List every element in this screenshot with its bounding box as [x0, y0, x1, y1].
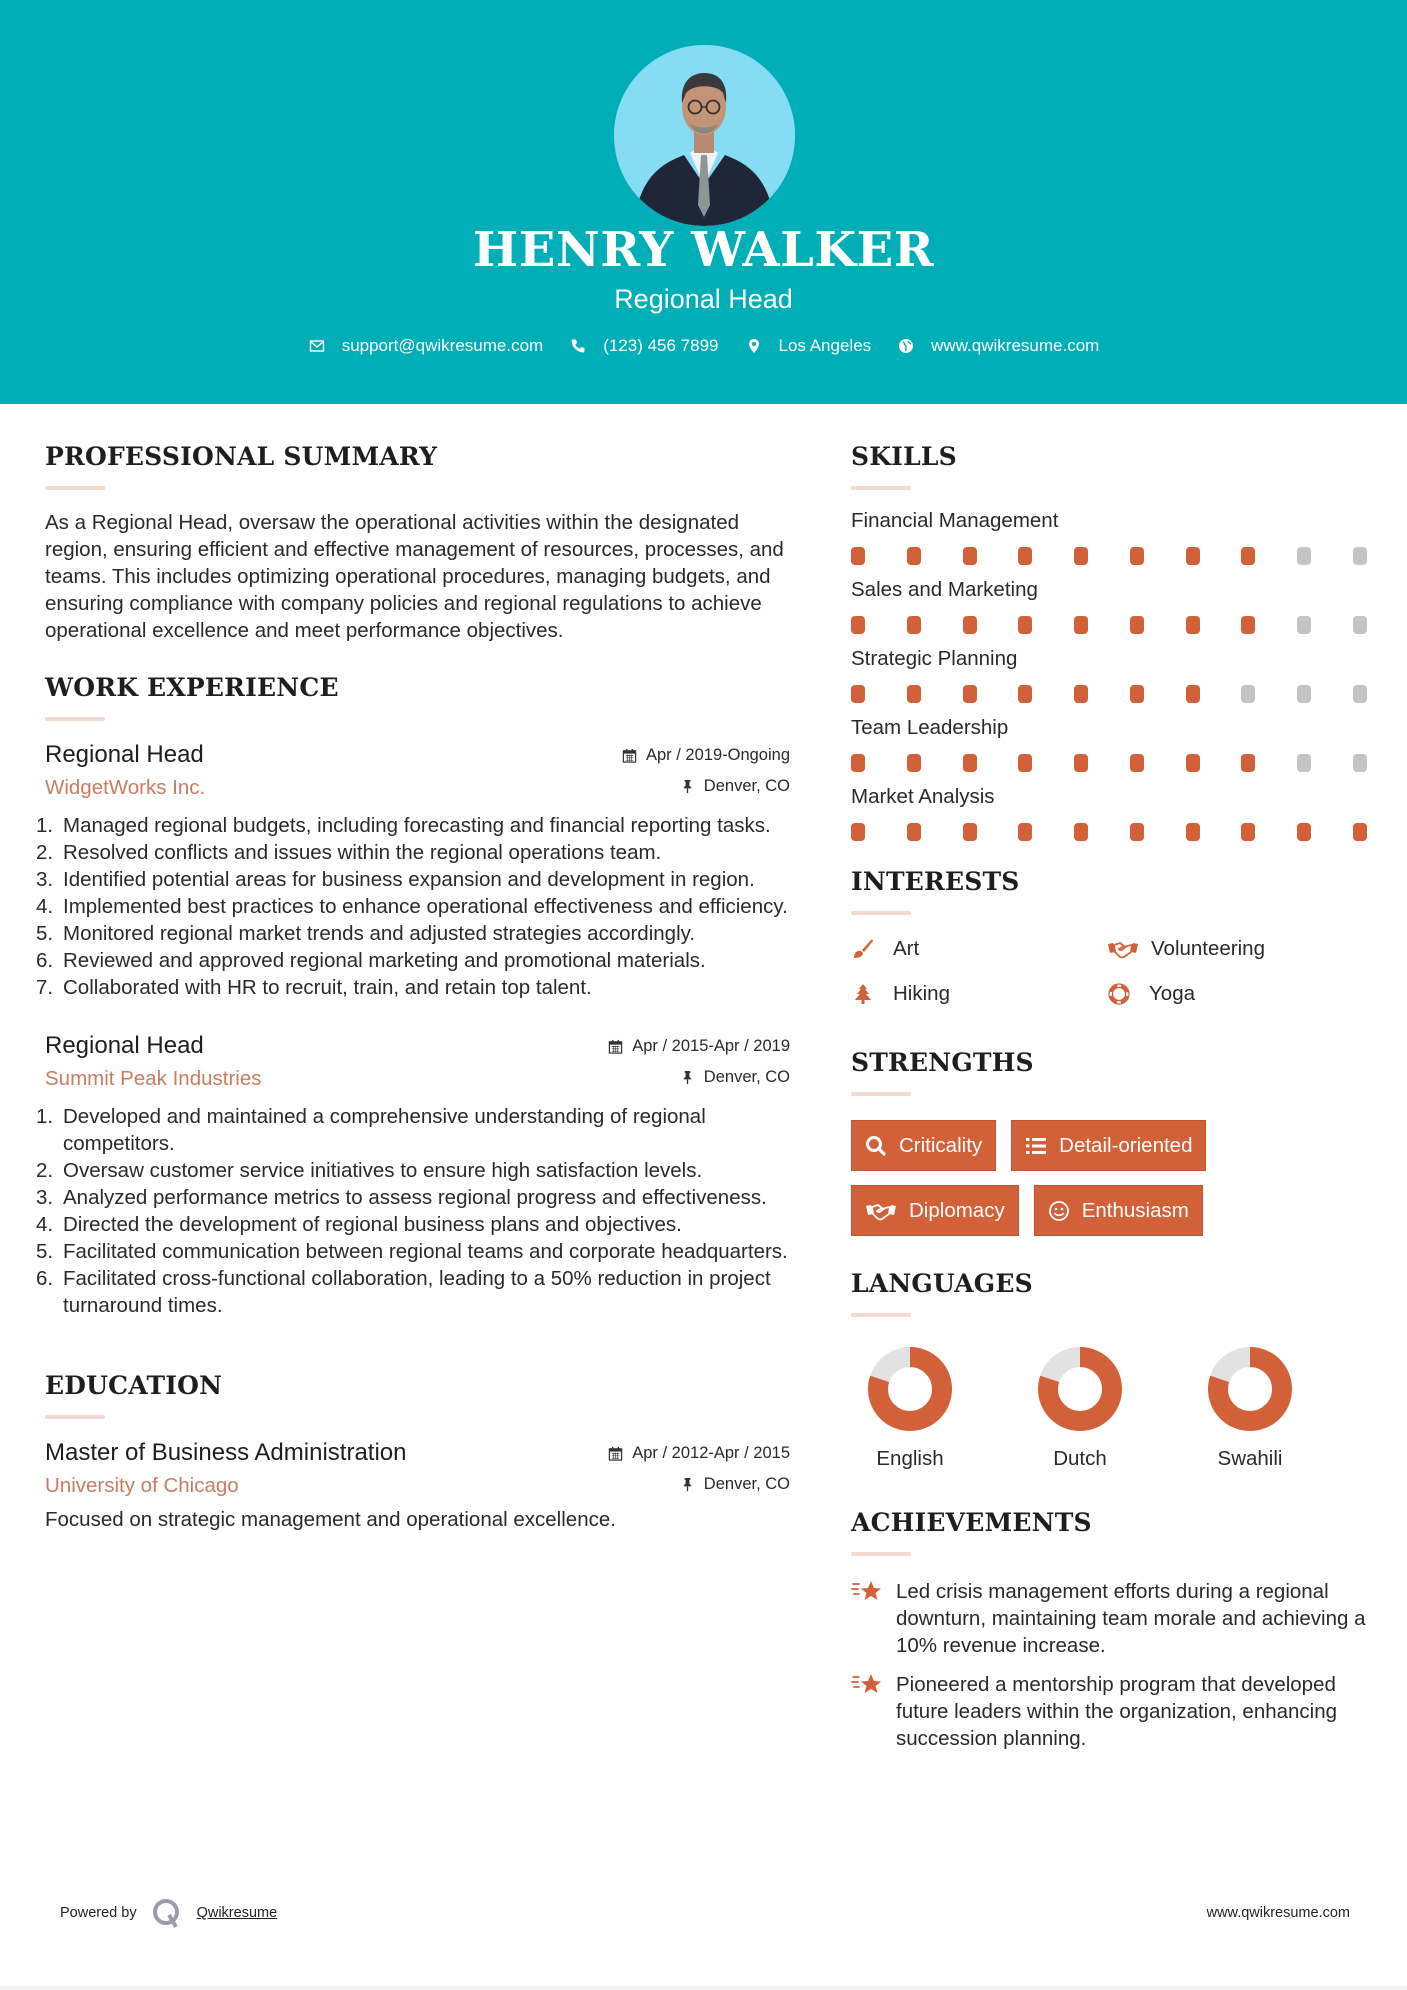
education-meta	[608, 1438, 790, 1500]
section-divider	[45, 717, 105, 721]
achievement-text: Led crisis management efforts during a regional downturn, maintaining team morale and achieving a 10% revenue increase.	[896, 1580, 1366, 1657]
language-item	[851, 1347, 1021, 1471]
candidate-role: Regional Head	[614, 284, 793, 314]
rating-dot-filled	[907, 754, 921, 772]
section-title: STRENGTHS	[851, 1048, 1034, 1077]
section-title: SKILLS	[851, 442, 957, 471]
job-company: Summit Peak Industries	[45, 1067, 262, 1090]
section-title: EDUCATION	[45, 1371, 223, 1400]
education-dates: Apr / 2012-Apr / 2015	[632, 1444, 790, 1462]
rating-dot-empty	[1297, 616, 1311, 634]
rating-dot-filled	[1130, 616, 1144, 634]
skill-rating	[851, 754, 1367, 772]
candidate-name: HENRY WALKER	[472, 222, 935, 278]
bullet-item: 3. Identified potential areas for business expansion and development in region.	[36, 868, 755, 891]
rating-dot-filled	[851, 616, 865, 634]
achievement-text: Pioneered a mentorship program that developed future leaders within the organization, enhancing succession planning.	[896, 1673, 1338, 1750]
rating-dot-filled	[851, 823, 865, 841]
job-title: Regional Head	[45, 741, 204, 768]
section-divider	[45, 486, 105, 490]
search-icon	[865, 1135, 887, 1157]
skill-rating	[851, 616, 1367, 634]
rating-dot-filled	[1241, 754, 1255, 772]
achievement-item	[851, 1578, 1371, 1659]
section-divider	[851, 1313, 911, 1317]
paint-brush-icon	[851, 937, 875, 961]
school: University of Chicago	[45, 1474, 239, 1497]
rating-dot-filled	[1074, 754, 1088, 772]
contact-email-text: support@qwikresume.com	[341, 336, 544, 355]
interest-item	[1107, 933, 1363, 965]
interest-label: Volunteering	[1151, 937, 1265, 960]
section-divider	[851, 486, 911, 490]
rating-dot-filled	[1074, 685, 1088, 703]
job-entry	[36, 1031, 790, 1319]
skill-label: Market Analysis	[851, 785, 995, 808]
rating-dot-filled	[1241, 823, 1255, 841]
strength-badge	[1034, 1185, 1203, 1236]
strength-label: Enthusiasm	[1081, 1198, 1189, 1222]
contact-website[interactable]	[897, 336, 1099, 356]
bullet-item: 7. Collaborated with HR to recruit, train, and retain top talent.	[36, 976, 592, 999]
pushpin-icon	[680, 1070, 696, 1086]
rating-dot-filled	[1130, 823, 1144, 841]
interests-grid	[851, 933, 1371, 1010]
smile-icon	[1048, 1200, 1070, 1222]
rating-dot-filled	[1186, 823, 1200, 841]
education-description: Focused on strategic management and operational excellence.	[45, 1508, 616, 1531]
bullet-item: 6. Reviewed and approved regional marketing and promotional materials.	[36, 949, 706, 972]
bullet-item: 4. Implemented best practices to enhance operational effectiveness and efficiency.	[36, 895, 788, 918]
rating-dot-filled	[907, 823, 921, 841]
job-location: Denver, CO	[703, 1068, 790, 1086]
bullet-item: 1. Managed regional budgets, including forecasting and financial reporting tasks.	[36, 814, 771, 837]
qwikresume-link[interactable]: Qwikresume	[196, 1905, 278, 1921]
rating-dot-filled	[1018, 823, 1032, 841]
experience-section	[36, 671, 790, 1319]
contact-row	[0, 336, 1407, 356]
bullet-item: 3. Analyzed performance metrics to assess regional progress and effectiveness.	[36, 1186, 767, 1209]
job-dates: Apr / 2015-Apr / 2019	[632, 1037, 790, 1055]
rating-dot-empty	[1297, 547, 1311, 565]
bullet-item: 5. Facilitated communication between regional teams and corporate headquarters.	[36, 1240, 788, 1263]
interest-item	[851, 978, 1107, 1010]
left-column	[36, 440, 790, 1533]
strength-badge	[851, 1120, 996, 1171]
handshake-icon	[1107, 937, 1139, 961]
bullet-item: 4. Directed the development of regional business plans and objectives.	[36, 1213, 682, 1236]
bullet-item: 2. Resolved conflicts and issues within the regional operations team.	[36, 841, 662, 864]
list-icon	[1025, 1135, 1047, 1157]
job-bullets	[36, 1103, 790, 1319]
section-divider	[851, 911, 911, 915]
rating-dot-empty	[1353, 616, 1367, 634]
map-marker-icon	[745, 337, 763, 355]
interests-section	[851, 865, 1371, 1010]
powered-by-label: Powered by	[60, 1905, 137, 1921]
language-proficiency-donut	[1038, 1347, 1122, 1431]
footer-powered-by	[60, 1897, 277, 1929]
life-ring-icon	[1107, 982, 1131, 1006]
rating-dot-filled	[1130, 754, 1144, 772]
job-meta	[622, 740, 790, 802]
rating-dot-filled	[1130, 547, 1144, 565]
rating-dot-filled	[1241, 616, 1255, 634]
strengths-list	[851, 1120, 1311, 1236]
rating-dot-filled	[1018, 685, 1032, 703]
section-divider	[851, 1552, 911, 1556]
calendar-icon	[608, 1039, 624, 1055]
achievement-item	[851, 1671, 1371, 1752]
strength-label: Criticality	[899, 1133, 983, 1157]
rating-dot-empty	[1241, 685, 1255, 703]
degree: Master of Business Administration	[45, 1439, 407, 1466]
footer-website-link[interactable]: www.qwikresume.com	[1206, 1905, 1350, 1921]
strength-label: Detail-oriented	[1059, 1133, 1193, 1157]
languages-section	[851, 1267, 1371, 1471]
pushpin-icon	[680, 779, 696, 795]
rating-dot-filled	[1074, 616, 1088, 634]
rating-dot-filled	[1130, 685, 1144, 703]
skill-item	[851, 783, 1371, 841]
contact-website-text: www.qwikresume.com	[931, 336, 1100, 355]
achievements-section	[851, 1506, 1371, 1752]
job-location: Denver, CO	[703, 777, 790, 795]
rating-dot-filled	[963, 823, 977, 841]
skill-item	[851, 714, 1371, 772]
language-label: English	[876, 1447, 944, 1470]
calendar-icon	[622, 748, 638, 764]
rating-dot-filled	[851, 754, 865, 772]
calendar-icon	[608, 1446, 624, 1462]
language-proficiency-donut	[868, 1347, 952, 1431]
section-title: WORK EXPERIENCE	[45, 673, 339, 702]
rating-dot-empty	[1353, 547, 1367, 565]
skill-rating	[851, 823, 1367, 841]
bullet-item: 6. Facilitated cross-functional collaboration, leading to a 50% reduction in project turnaround times.	[36, 1267, 771, 1317]
rating-dot-filled	[1241, 547, 1255, 565]
section-title: ACHIEVEMENTS	[851, 1508, 1092, 1537]
education-location: Denver, CO	[703, 1475, 790, 1493]
interest-item	[851, 933, 1107, 965]
section-title: INTERESTS	[851, 867, 1020, 896]
rating-dot-empty	[1353, 685, 1367, 703]
strength-label: Diplomacy	[909, 1198, 1005, 1222]
languages-list	[851, 1347, 1371, 1471]
contact-phone[interactable]	[569, 336, 718, 356]
education-section	[45, 1369, 790, 1533]
envelope-icon	[308, 337, 326, 355]
rating-dot-filled	[1018, 547, 1032, 565]
pushpin-icon	[680, 1477, 696, 1493]
globe-icon	[897, 337, 915, 355]
rating-dot-filled	[1018, 616, 1032, 634]
shooting-star-icon	[851, 1578, 883, 1606]
job-dates: Apr / 2019-Ongoing	[645, 746, 790, 764]
rating-dot-filled	[963, 685, 977, 703]
contact-phone-text: (123) 456 7899	[603, 336, 719, 355]
skill-label: Team Leadership	[851, 716, 1009, 739]
skill-rating	[851, 685, 1367, 703]
skill-label: Sales and Marketing	[851, 578, 1038, 601]
education-entry	[45, 1438, 790, 1533]
rating-dot-filled	[851, 547, 865, 565]
rating-dot-empty	[1297, 754, 1311, 772]
job-company: WidgetWorks Inc.	[45, 776, 206, 799]
rating-dot-filled	[907, 616, 921, 634]
rating-dot-filled	[851, 685, 865, 703]
language-proficiency-donut	[1208, 1347, 1292, 1431]
rating-dot-filled	[907, 547, 921, 565]
resume-header	[0, 0, 1407, 404]
rating-dot-filled	[907, 685, 921, 703]
rating-dot-filled	[1074, 823, 1088, 841]
contact-location	[745, 336, 872, 356]
strength-badge	[1011, 1120, 1206, 1171]
interest-label: Hiking	[893, 982, 950, 1005]
phone-icon	[569, 337, 587, 355]
rating-dot-filled	[1186, 547, 1200, 565]
section-title: PROFESSIONAL SUMMARY	[45, 442, 438, 471]
skill-rating	[851, 547, 1367, 565]
bullet-item: 5. Monitored regional market trends and adjusted strategies accordingly.	[36, 922, 696, 945]
bullet-item: 1. Developed and maintained a comprehensive understanding of regional competitors.	[36, 1105, 706, 1155]
skill-label: Financial Management	[851, 509, 1059, 532]
rating-dot-filled	[1186, 754, 1200, 772]
interest-label: Art	[893, 937, 920, 960]
rating-dot-filled	[963, 616, 977, 634]
section-divider	[851, 1092, 911, 1096]
rating-dot-filled	[1074, 547, 1088, 565]
qwikresume-logo-icon	[151, 1897, 183, 1929]
job-entry	[36, 740, 790, 1001]
job-meta	[608, 1031, 790, 1093]
rating-dot-filled	[1186, 616, 1200, 634]
strengths-section	[851, 1046, 1371, 1236]
summary-text: As a Regional Head, oversaw the operational activities within the designated region, ensuring efficient and effective management of resources, processes, and teams. This includes optimizing operational procedures, managing budgets, and ensuring compliance with company policies and regional regulations to achieve operational excellence and meet performance objectives.	[45, 511, 784, 642]
right-column	[851, 440, 1371, 1764]
skills-section	[851, 440, 1371, 841]
rating-dot-filled	[963, 547, 977, 565]
tree-icon	[851, 982, 875, 1006]
rating-dot-filled	[963, 754, 977, 772]
skill-item	[851, 645, 1371, 703]
rating-dot-filled	[1186, 685, 1200, 703]
language-item	[1021, 1347, 1191, 1471]
bullet-item: 2. Oversaw customer service initiatives to ensure high satisfaction levels.	[36, 1159, 703, 1182]
page-bottom-edge	[0, 1986, 1407, 1990]
section-divider	[45, 1415, 105, 1419]
shooting-star-icon	[851, 1671, 883, 1699]
language-label: Dutch	[1053, 1447, 1107, 1470]
skill-label: Strategic Planning	[851, 647, 1018, 670]
contact-location-text: Los Angeles	[778, 336, 872, 355]
interest-item	[1107, 978, 1363, 1010]
job-bullets	[36, 812, 790, 1001]
skill-item	[851, 507, 1371, 565]
rating-dot-empty	[1353, 754, 1367, 772]
portrait-image	[614, 45, 795, 226]
skill-item	[851, 576, 1371, 634]
skills-list	[851, 507, 1371, 841]
section-title: LANGUAGES	[851, 1269, 1033, 1298]
strength-badge	[851, 1185, 1019, 1236]
contact-email[interactable]	[308, 336, 544, 356]
handshake-icon	[865, 1200, 897, 1222]
interest-label: Yoga	[1149, 982, 1195, 1005]
summary-section	[45, 440, 790, 644]
profile-photo	[614, 45, 795, 226]
rating-dot-filled	[1018, 754, 1032, 772]
job-title: Regional Head	[45, 1032, 204, 1059]
rating-dot-empty	[1297, 685, 1311, 703]
rating-dot-filled	[1297, 823, 1311, 841]
language-label: Swahili	[1217, 1447, 1283, 1470]
rating-dot-filled	[1353, 823, 1367, 841]
language-item	[1191, 1347, 1361, 1471]
achievements-list	[851, 1578, 1371, 1752]
